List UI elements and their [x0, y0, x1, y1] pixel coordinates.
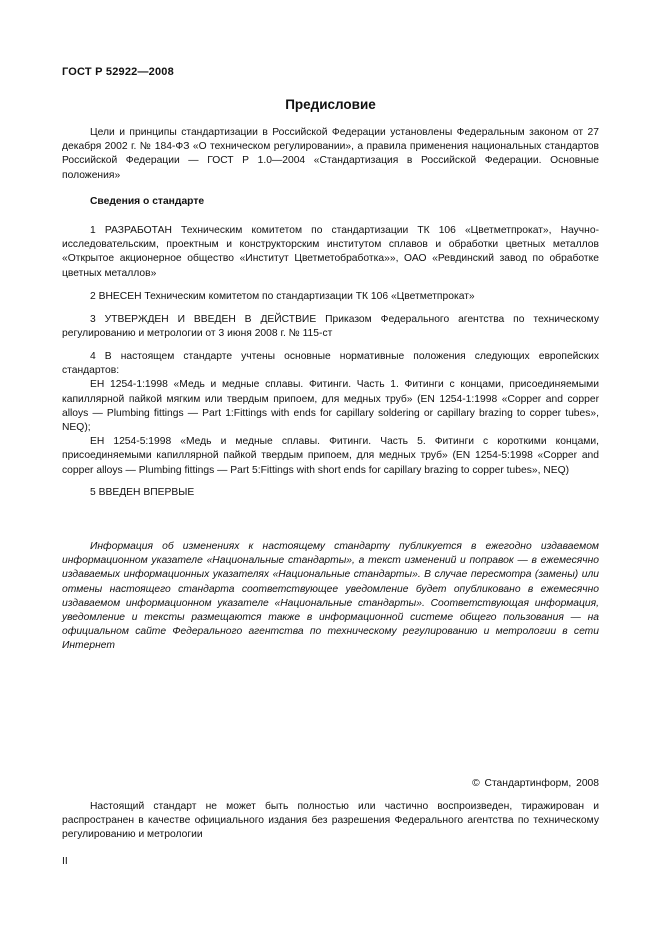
- page-number: II: [62, 856, 68, 867]
- item-block-5: [62, 486, 599, 500]
- copyright-line: © Стандартинформ, 2008: [472, 778, 599, 789]
- item-approved: 3 УТВЕРЖДЕН И ВВЕДЕН В ДЕЙСТВИЕ Приказом Федерального агентства по техническому регулированию и метрологии от 3 июня 2008 г. № 115-ст: [62, 314, 599, 340]
- reproduction-notice: Настоящий стандарт не может быть полностью или частично воспроизведен, тиражирован и распространен в качестве официального издания без разрешения Федерального агентства по техническому регулированию и метрологии: [62, 801, 599, 841]
- item-european-standards: 4 В настоящем стандарте учтены основные нормативные положения следующих европейских стандартов:: [62, 351, 599, 377]
- info-notice-paragraph: Информация об изменениях к настоящему стандарту публикуется в ежегодно издаваемом информационном указателе «Национальные стандарты», а текст изменений и поправок — в ежемесячно издаваемых информационных указателях «Национальные стандарты». В случае пересмотра (замены) или отмены настоящего стандарта соответствующее уведомление будет опубликовано в ежемесячно издаваемом информационном указателе «Национальные стандарты». Соответствующая информация, уведомление и тексты размещаются также в информационной системе общего пользования — на официальном сайте Федерального агентства по техническому регулированию и метрологии в сети Интернет: [62, 541, 599, 652]
- document-header: ГОСТ Р 52922—2008: [62, 66, 174, 78]
- item-first-introduced: 5 ВВЕДЕН ВПЕРВЫЕ: [90, 487, 195, 498]
- info-notice-block: [62, 540, 599, 654]
- item-block-4: [62, 350, 599, 478]
- item-submitted: 2 ВНЕСЕН Техническим комитетом по стандартизации ТК 106 «Цветметпрокат»: [90, 291, 475, 302]
- item-block-1: [62, 224, 599, 281]
- item-en-1254-1: ЕН 1254-1:1998 «Медь и медные сплавы. Фитинги. Часть 1. Фитинги с концами, присоединяемыми капиллярной пайкой мягким или твердым припоем, для медных труб» (EN 1254-1:1998 «Copper and copper alloys — Plumbing fittings — Part 1:Fittings with ends for capillary soldering or capillary brazing to copper tubes», NEQ);: [62, 379, 599, 434]
- intro-paragraph: Цели и принципы стандартизации в Российской Федерации установлены Федеральным законом от 27 декабря 2002 г. № 184-ФЗ «О техническом регулировании», а правила применения национальных стандартов Российской Федерации — ГОСТ Р 1.0—2004 «Стандартизация в Российской Федерации. Основные положения»: [62, 127, 599, 181]
- item-en-1254-5: ЕН 1254-5:1998 «Медь и медные сплавы. Фитинги. Часть 5. Фитинги с короткими концами, присоединяемыми капиллярной пайкой твердым припоем, для медных труб» (EN 1254-5:1998 «Copper and copper alloys — Plumbing fittings — Part 5:Fittings with short ends for capillary brazing to copper tubes», NEQ): [62, 436, 599, 476]
- intro-block: [62, 126, 599, 183]
- item-block-2: [62, 290, 599, 304]
- page-title: Предисловие: [285, 97, 376, 112]
- item-developed: 1 РАЗРАБОТАН Техническим комитетом по стандартизации ТК 106 «Цветметпрокат», Научно-исследовательским, проектным и конструкторским институтом сплавов и обработки цветных металлов «Открытое акционерное общество «Институт Цветметобработка»», ОАО «Ревдинский завод по обработке цветных металлов»: [62, 225, 599, 279]
- section-subheading: Сведения о стандарте: [90, 196, 205, 207]
- item-block-3: [62, 313, 599, 341]
- reproduction-block: [62, 800, 599, 843]
